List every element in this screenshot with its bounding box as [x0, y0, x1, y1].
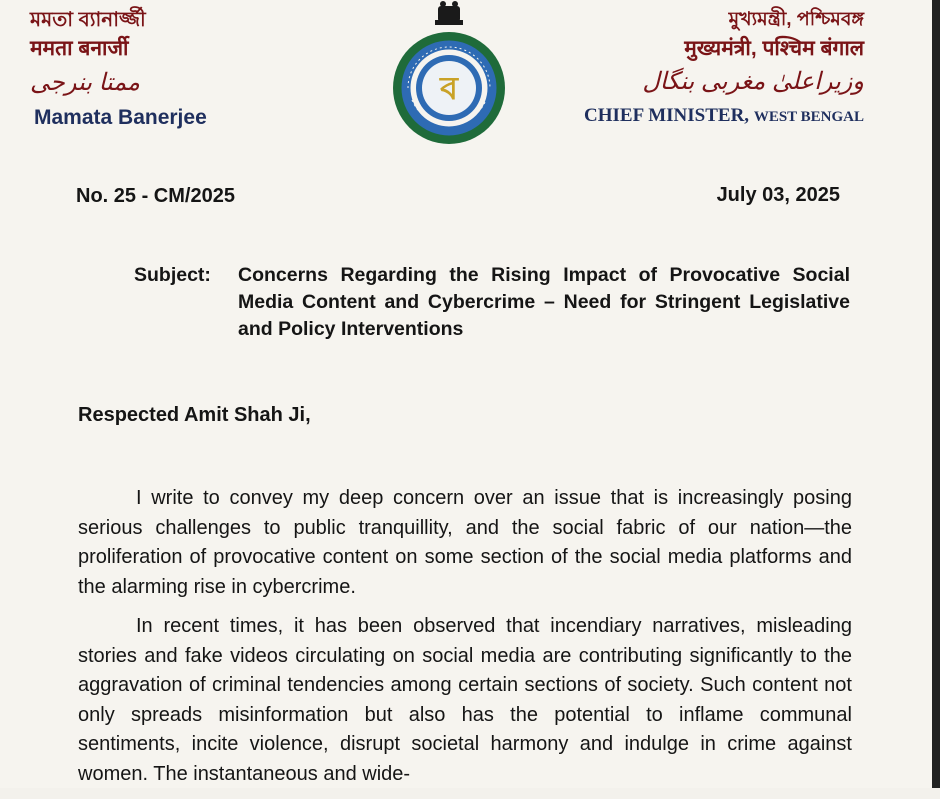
subject-label: Subject: — [134, 264, 211, 286]
title-hindi: मुख्यमंत्री, पश्चिम बंगाल — [684, 37, 864, 60]
title-bengali: মুখ্যমন্ত্রী, পশ্চিমবঙ্গ — [728, 9, 864, 30]
reference-number: No. 25 - CM/2025 — [76, 185, 235, 207]
subject-text: Concerns Regarding the Rising Impact of Provocative Social Media Content and Cybercrime – Need for Stringent Legislative and Policy Interventions — [238, 264, 850, 340]
sender-title-block — [584, 6, 864, 131]
west-bengal-emblem-icon — [388, 0, 510, 150]
letter-body — [78, 484, 852, 799]
subject-block — [134, 262, 850, 343]
title-urdu: وزیراعلیٰ مغربی بنگال — [642, 68, 864, 95]
sender-name-hindi: ममता बनार्जी — [30, 37, 129, 60]
letter-date: July 03, 2025 — [716, 184, 840, 206]
sender-name-urdu: ممتا بنرجی — [30, 69, 140, 96]
body-paragraph: In recent times, it has been observed that incendiary narratives, misleading stories and fake videos circulating on social media are contributing significantly to the aggravation of criminal tendencies among certain sections of society. Such content not only spreads misinformation but also has the potential to inflame communal sentiments, incite violence, disrupt societal harmony and indulge in crime against women. The instantaneous and wide- — [78, 615, 852, 785]
svg-text:ব: ব — [440, 69, 458, 107]
sender-name-block — [30, 6, 207, 132]
ashoka-lion-capital-icon — [435, 1, 463, 25]
scan-edge — [932, 0, 940, 788]
title-english-state: WEST BENGAL — [753, 109, 864, 125]
sender-name-english: Mamata Banerjee — [34, 106, 207, 129]
title-english-main: CHIEF MINISTER, — [584, 105, 750, 126]
sender-name-bengali: মমতা ব্যানার্জ্জী — [30, 9, 146, 31]
body-paragraph: I write to convey my deep concern over an issue that is increasingly posing serious challenges to public tranquillity, and the social fabric of our nation—the proliferation of provocative content on some section of the social media platforms and the alarming rise in cybercrime. — [78, 487, 852, 598]
title-english — [584, 102, 864, 131]
salutation: Respected Amit Shah Ji, — [78, 404, 311, 426]
